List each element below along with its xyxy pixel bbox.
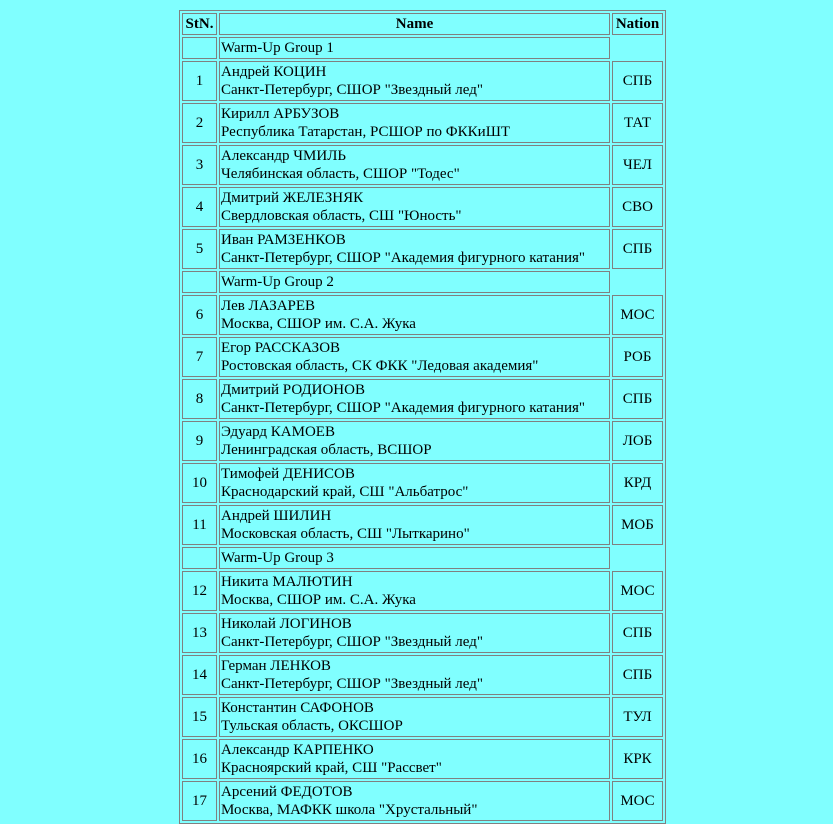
skater-name: Николай ЛОГИНОВ — [221, 616, 352, 632]
table-row — [182, 781, 663, 821]
skater-name: Иван РАМЗЕНКОВ — [221, 232, 346, 248]
skater-cell — [219, 655, 610, 695]
table-body — [182, 37, 663, 821]
start-number: 10 — [182, 463, 217, 503]
skater-name: Дмитрий РОДИОНОВ — [221, 382, 365, 398]
warmup-group-row — [182, 547, 663, 569]
skater-cell — [219, 613, 610, 653]
group-empty-cell — [182, 547, 217, 569]
nation-code: ЧЕЛ — [612, 145, 663, 185]
start-number: 16 — [182, 739, 217, 779]
skater-cell — [219, 337, 610, 377]
skater-club: Москва, СШОР им. С.А. Жука — [221, 316, 416, 332]
start-number: 13 — [182, 613, 217, 653]
table-row — [182, 61, 663, 101]
skater-name: Александр ЧМИЛЬ — [221, 148, 347, 164]
skater-cell — [219, 505, 610, 545]
table-row — [182, 145, 663, 185]
skater-club: Московская область, СШ "Лыткарино" — [221, 526, 470, 542]
nation-code: ЛОБ — [612, 421, 663, 461]
table-row — [182, 571, 663, 611]
skater-club: Красноярский край, СШ "Рассвет" — [221, 760, 442, 776]
skater-club: Санкт-Петербург, СШОР "Академия фигурного катания" — [221, 400, 586, 416]
skater-name: Герман ЛЕНКОВ — [221, 658, 331, 674]
start-number: 8 — [182, 379, 217, 419]
header-nation: Nation — [612, 13, 663, 35]
nation-code: СВО — [612, 187, 663, 227]
skater-cell — [219, 295, 610, 335]
skater-club: Краснодарский край, СШ "Альбатрос" — [221, 484, 469, 500]
skater-club: Санкт-Петербург, СШОР "Академия фигурного катания" — [221, 250, 586, 266]
table-row — [182, 739, 663, 779]
skater-club: Санкт-Петербург, СШОР "Звездный лед" — [221, 634, 483, 650]
starting-order-table — [179, 10, 666, 824]
skater-club: Ленинградская область, ВСШОР — [221, 442, 432, 458]
nation-code: КРК — [612, 739, 663, 779]
skater-cell — [219, 61, 610, 101]
group-empty-cell — [182, 37, 217, 59]
table-row — [182, 337, 663, 377]
nation-code: МОС — [612, 781, 663, 821]
start-number: 4 — [182, 187, 217, 227]
skater-cell — [219, 187, 610, 227]
table-row — [182, 103, 663, 143]
group-empty-cell — [182, 271, 217, 293]
nation-code: СПБ — [612, 379, 663, 419]
nation-code: МОС — [612, 295, 663, 335]
table-row — [182, 229, 663, 269]
skater-club: Санкт-Петербург, СШОР "Звездный лед" — [221, 82, 483, 98]
warmup-group-label: Warm-Up Group 2 — [219, 271, 610, 293]
skater-cell — [219, 103, 610, 143]
start-number: 12 — [182, 571, 217, 611]
skater-cell — [219, 421, 610, 461]
skater-cell — [219, 145, 610, 185]
skater-name: Лев ЛАЗАРЕВ — [221, 298, 316, 314]
nation-code: ТАТ — [612, 103, 663, 143]
skater-club: Москва, СШОР им. С.А. Жука — [221, 592, 416, 608]
skater-name: Никита МАЛЮТИН — [221, 574, 353, 590]
table-row — [182, 697, 663, 737]
start-number: 3 — [182, 145, 217, 185]
nation-code: МОБ — [612, 505, 663, 545]
skater-club: Тульская область, ОКСШОР — [221, 718, 403, 734]
table-row — [182, 613, 663, 653]
skater-cell — [219, 379, 610, 419]
skater-name: Андрей КОЦИН — [221, 64, 327, 80]
skater-name: Константин САФОНОВ — [221, 700, 374, 716]
start-number: 9 — [182, 421, 217, 461]
skater-club: Ростовская область, СК ФКК "Ледовая академия" — [221, 358, 539, 374]
nation-code: КРД — [612, 463, 663, 503]
start-number: 2 — [182, 103, 217, 143]
skater-name: Дмитрий ЖЕЛЕЗНЯК — [221, 190, 364, 206]
skater-club: Москва, МАФКК школа "Хрустальный" — [221, 802, 478, 818]
table-row — [182, 655, 663, 695]
warmup-group-row — [182, 271, 663, 293]
nation-code: СПБ — [612, 655, 663, 695]
start-number: 11 — [182, 505, 217, 545]
group-empty-cell — [612, 547, 663, 569]
skater-cell — [219, 229, 610, 269]
start-number: 14 — [182, 655, 217, 695]
start-number: 17 — [182, 781, 217, 821]
warmup-group-label: Warm-Up Group 3 — [219, 547, 610, 569]
nation-code: ТУЛ — [612, 697, 663, 737]
header-row — [182, 13, 663, 35]
table-row — [182, 463, 663, 503]
table-row — [182, 505, 663, 545]
table-row — [182, 187, 663, 227]
start-number: 5 — [182, 229, 217, 269]
table-row — [182, 295, 663, 335]
nation-code: СПБ — [612, 229, 663, 269]
group-empty-cell — [612, 271, 663, 293]
skater-name: Александр КАРПЕНКО — [221, 742, 374, 758]
skater-cell — [219, 739, 610, 779]
starting-order-container — [179, 10, 666, 824]
skater-name: Кирилл АРБУЗОВ — [221, 106, 340, 122]
skater-cell — [219, 571, 610, 611]
start-number: 7 — [182, 337, 217, 377]
skater-name: Тимофей ДЕНИСОВ — [221, 466, 355, 482]
table-row — [182, 421, 663, 461]
skater-name: Арсений ФЕДОТОВ — [221, 784, 353, 800]
skater-cell — [219, 463, 610, 503]
skater-club: Челябинская область, СШОР "Тодес" — [221, 166, 460, 182]
nation-code: СПБ — [612, 613, 663, 653]
header-name: Name — [219, 13, 610, 35]
skater-club: Свердловская область, СШ "Юность" — [221, 208, 462, 224]
skater-cell — [219, 697, 610, 737]
skater-club: Республика Татарстан, РСШОР по ФККиШТ — [221, 124, 510, 140]
skater-name: Егор РАССКАЗОВ — [221, 340, 341, 356]
warmup-group-label: Warm-Up Group 1 — [219, 37, 610, 59]
nation-code: МОС — [612, 571, 663, 611]
skater-name: Андрей ШИЛИН — [221, 508, 332, 524]
table-row — [182, 379, 663, 419]
nation-code: РОБ — [612, 337, 663, 377]
header-stn: StN. — [182, 13, 217, 35]
start-number: 15 — [182, 697, 217, 737]
skater-cell — [219, 781, 610, 821]
group-empty-cell — [612, 37, 663, 59]
nation-code: СПБ — [612, 61, 663, 101]
skater-club: Санкт-Петербург, СШОР "Звездный лед" — [221, 676, 483, 692]
start-number: 6 — [182, 295, 217, 335]
start-number: 1 — [182, 61, 217, 101]
warmup-group-row — [182, 37, 663, 59]
skater-name: Эдуард КАМОЕВ — [221, 424, 335, 440]
